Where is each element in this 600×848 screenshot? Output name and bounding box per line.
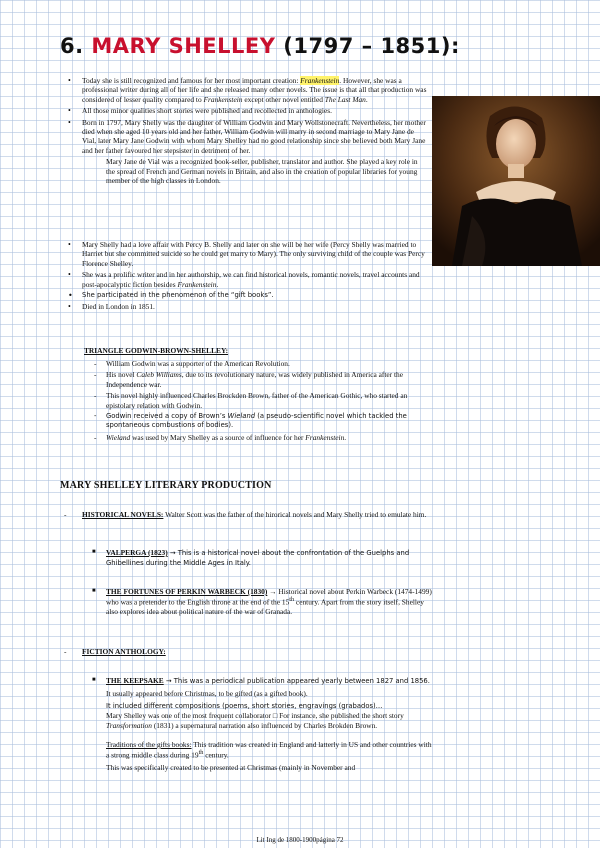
list-item: • Died in London in 1851. [64,302,428,311]
valperga-item: ■ VALPERGA (1823) → This is a historical novel about the confrontation of the Guelphs and Ghibellines during the Middle Ages in Italy. [92,548,410,568]
list-item: • Today she is still recognized and famous for her most important creation: Frankenstein. However, she was a professional writer during all of her life and she released many other novels. The issue is that all that production was considered of lesser quality compared to Frankenstein except other novel entitled The Last Man. [64,76,428,104]
warbeck-item: ■ THE FORTUNES OF PERKIN WARBECK (1830) → Historical novel about Perkin Warbeck (1474-1499) who was a pretender to the English throne at the end of the 15th century. Apart from the story itself, Shelley also explores idea about political nature of the war of Granada. [92,587,432,617]
list-item: - William Godwin was a supporter of the American Revolution. [92,359,422,368]
list-item: - Wieland was used by Mary Shelley as a source of influence for her Frankenstein. [92,433,422,442]
triangle-list [92,359,422,444]
author-name: MARY SHELLEY [91,34,276,58]
list-item: - Godwin received a copy of Brown’s Wieland (a pseudo-scientific novel which tackled the spontaneous combustions of bodies). [92,412,422,431]
list-item: • All those minor qualities short stories were published and recollected in anthologies. [64,106,428,115]
production-heading: MARY SHELLEY LITERARY PRODUCTION [60,480,272,491]
fiction-anthology: - FICTION ANTHOLOGY: [64,647,166,656]
triangle-title: TRIANGLE GODWIN-BROWN-SHELLEY: [84,346,229,355]
author-years: (1797 – 1851): [283,34,460,58]
list-item: • Born in 1797, Mary Shelly was the daughter of William Godwin and Mary Wollstonecraft. Nevertheless, her mother died when she aged 10 years old and her father, William Godwin will marry in second marriage to Mary Jane de Vial, later Mary Jane Godwin with whom Mary Shelley had no good relationship since she believed both Mary Jane and her father favoured her stepsister in detriment of her. [64,118,428,156]
vial-paragraph: Mary Jane de Vial was a recognized book-seller, publisher, translator and author. She played a key role in the spread of French and German novels in Britain, and also in the creation of popular libraries for young member of the high classes in London. [106,157,418,186]
section-number: 6. [60,34,84,58]
list-item: • Mary Shelly had a love affair with Percy B. Shelly and later on she will be her wife (Percy Shelly was married to Harriet but she committed suicide so he could get marry to Mary). The only surviving child of the couple was Percy Florence Shelley. [64,240,428,268]
page-title [60,34,460,58]
historical-novels: - HISTORICAL NOVELS: Walter Scott was the father of the hirorical novels and Mary Shelly tried to emulate him. [64,510,427,519]
intro-section [64,76,428,189]
keepsake-item: ■ THE KEEPSAKE → This was a periodical publication appeared yearly between 1827 and 1856. It usually appeared before Christmas, to be gifted (as a gifted book). It included different compositions (poems, short stories, engravings (grabados)… Mary Shelley was one of the most frequent collaborator □ For instance, she published the short story Transformation (1831) a supernatural narration also influenced by Charles Brokden Brown. Traditions of the gifts books: This tradition was created in England and latterly in US and other countries with a strong middle class during 19th century. This was specifically created to be presented at Christmas (mainly in November and [92,676,432,773]
list-item: - This novel highly influenced Charles Brockden Brown, father of the American Gothic, who started an epistolary relation with Godwin. [92,391,422,410]
list-item: • She participated in the phenomenon of the “gift books”. [64,291,428,300]
list-item: • She was a prolific writer and in her authorship, we can find historical novels, romantic novels, travel accounts and post-apocalyptic fiction besides Frankenstein. [64,270,428,289]
page-footer: Lit Ing de 1800-1900página 72 [256,836,344,844]
list-item: - His novel Caleb Williams, due to its revolutionary nature, was widely published in America after the Independence war. [92,370,422,389]
biography-section [64,240,428,314]
portrait-image [432,96,600,266]
